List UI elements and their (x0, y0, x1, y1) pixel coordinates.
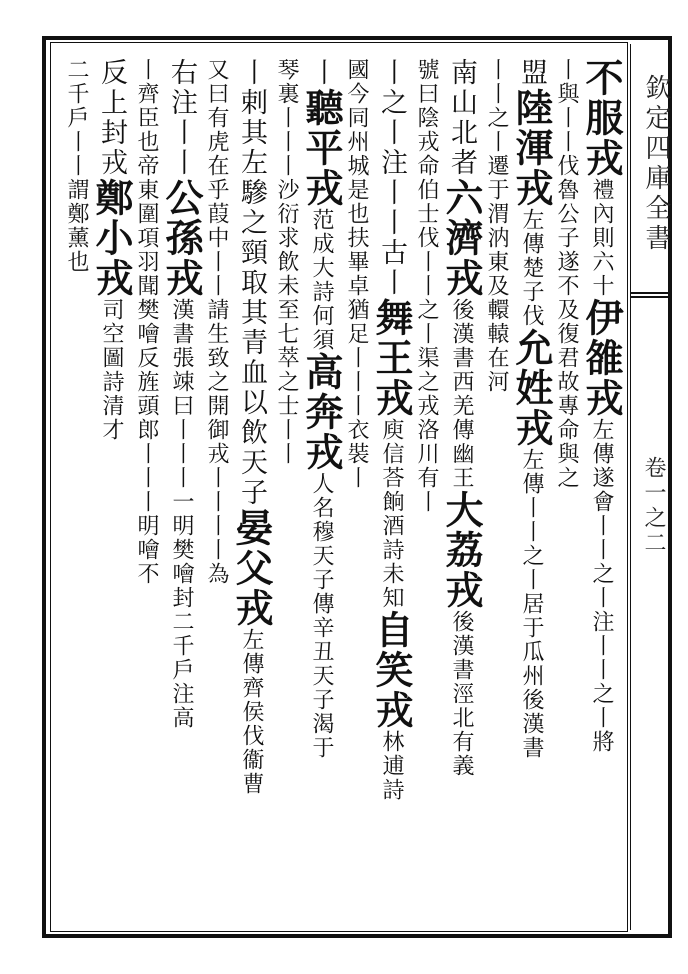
headword: 不服 (579, 58, 624, 138)
book-title: 欽定四庫全書 (641, 74, 671, 254)
text-segment: 琴裏丨丨丨 (274, 58, 299, 178)
text-segment: 二千戶 (64, 58, 89, 130)
text-segment: 右注丨丨 (166, 58, 197, 178)
headword: 自笑 (369, 610, 414, 690)
headword: 戎 (509, 408, 554, 448)
text-segment: 扶畢卓猶足丨丨丨 (344, 226, 369, 418)
text-segment: 又曰有虎在乎葭中丨丨請生致之 (204, 58, 229, 394)
text-segment: 後漢書西羌傳幽王 (449, 298, 474, 490)
text-segment: 遷于渭汭東及轘轅在河 (484, 154, 509, 394)
fishtail-mark (630, 296, 672, 298)
headword: 戎 (439, 258, 484, 298)
text-segment: 左傳齊侯伐衞曹 (239, 628, 264, 796)
text-segment: 開御戎丨丨丨丨為 (204, 394, 229, 586)
text-segment: 後漢書涇北有義 (449, 610, 474, 778)
fishtail-mark (630, 292, 672, 294)
text-segment: 盟 (516, 58, 547, 88)
headword: 允姓 (509, 328, 554, 408)
margin-divider (630, 44, 631, 930)
text-segment: 齊臣也 (134, 82, 159, 154)
text-segment: 渠之戎洛川有丨 (414, 346, 439, 514)
text-segment: 衣裝丨 (344, 418, 369, 490)
text-segment: 左傳丨丨之丨居于瓜州後漢書 (519, 448, 544, 760)
headword: 戎 (579, 138, 624, 178)
headword: 戎 (229, 588, 274, 628)
headword: 戎 (439, 570, 484, 610)
headword: 舞王 (369, 298, 414, 378)
text-segment: 伐魯公子遂不及復君故專命與之 (554, 154, 579, 490)
headword: 戎 (369, 690, 414, 730)
headword: 大荔 (439, 490, 484, 570)
headword: 聽平 (299, 88, 344, 168)
headword: 六濟 (439, 178, 484, 258)
text-segment: 禮內則六十 (589, 178, 614, 298)
text-segment: 林逋詩 (379, 730, 404, 802)
headword: 公孫 (159, 178, 204, 258)
headword: 戎 (89, 258, 134, 298)
text-segment: 沙衍求飲未至七萃之士丨丨 (274, 178, 299, 466)
text-segment: 丨與丨丨 (554, 58, 579, 154)
headword: 戎 (299, 432, 344, 472)
text-segment: 漢書張竦曰丨丨丨一明樊噲封二千戶注高 (169, 298, 194, 730)
text-segment: 國今同州城是也 (344, 58, 369, 226)
text-segment: 左傳遂會丨丨之丨注丨丨之丨將 (589, 418, 614, 754)
volume-label: 卷一之二 (641, 456, 666, 556)
text-segment: 左傳楚子伐 (519, 208, 544, 328)
text-segment: 丨之丨注丨丨古丨 (376, 58, 407, 298)
text-segment: 人名穆天子傳辛丑天子渴于 (309, 472, 334, 760)
text-segment: 丨丨之丨 (484, 58, 509, 154)
text-segment: 丨剌其左驂之頸取其青血以飲天子 (236, 58, 267, 508)
text-segment: 號曰陰戎 (414, 58, 439, 154)
text-segment: 反上封戎 (96, 58, 127, 178)
headword: 戎 (579, 378, 624, 418)
headword: 高奔 (299, 352, 344, 432)
headword: 晏父 (229, 508, 274, 588)
headword: 鄭小 (89, 178, 134, 258)
text-segment: 范成大詩何須 (309, 208, 334, 352)
headword: 戎 (369, 378, 414, 418)
text-segment: 丨 (306, 58, 337, 88)
headword: 戎 (159, 258, 204, 298)
headword: 戎 (509, 168, 554, 208)
text-column (49, 58, 101, 918)
headword: 陸渾 (509, 88, 554, 168)
text-segment: 南山北者 (446, 58, 477, 178)
headword: 伊雒 (579, 298, 624, 378)
headword: 戎 (299, 168, 344, 208)
text-segment: 庾信荅餉酒詩未知 (379, 418, 404, 610)
text-segment: 命伯士伐丨丨之丨 (414, 154, 439, 346)
text-segment: 帝東圍項羽聞樊噲反旌頭郎丨丨丨明噲不 (134, 154, 159, 586)
page-margin-column (630, 44, 672, 930)
text-segment: 司空圖詩清才 (99, 298, 124, 442)
text-segment: 丨丨謂鄭薰也 (64, 130, 89, 274)
text-segment: 丨 (134, 58, 159, 82)
